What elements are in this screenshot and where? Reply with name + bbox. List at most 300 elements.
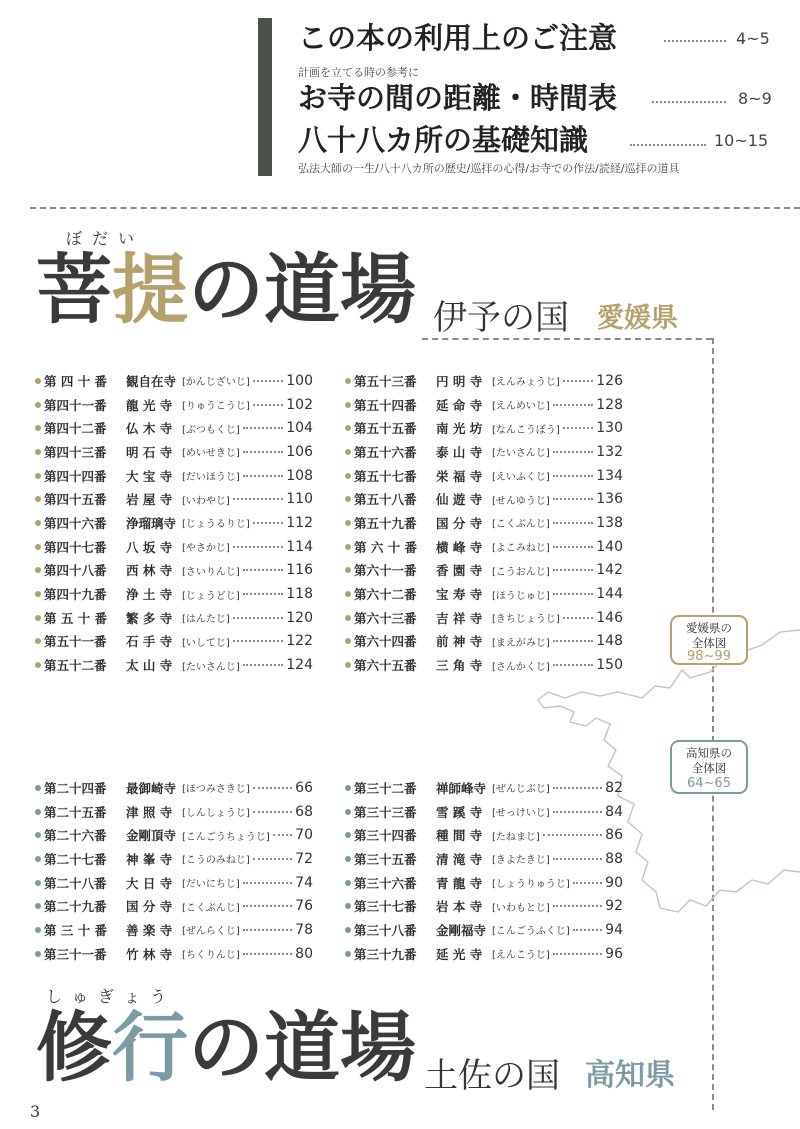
leader-dots — [243, 953, 292, 955]
bullet-icon — [35, 638, 41, 644]
bullet-icon — [345, 927, 351, 933]
temple-entry[interactable] — [345, 369, 623, 393]
temple-reading: [かんじざいじ] — [182, 377, 250, 389]
temple-name: 青 龍 寺 — [436, 875, 483, 891]
temple-number: 第三十五番 — [354, 851, 417, 867]
leader-dots — [273, 834, 292, 836]
temple-page: 78 — [295, 921, 313, 938]
temple-number: 第四十二番 — [44, 421, 107, 437]
leader-dots — [553, 546, 593, 548]
temple-page: 96 — [605, 945, 623, 962]
temple-name: 浄瑠璃寺 — [126, 515, 177, 531]
temple-entry[interactable] — [345, 582, 623, 606]
temple-entry[interactable] — [35, 511, 313, 535]
temple-reading: [こくぶんじ] — [182, 902, 240, 914]
temple-entry[interactable] — [35, 942, 313, 966]
temple-entry[interactable] — [35, 871, 313, 895]
temple-name: 西 林 寺 — [126, 563, 173, 579]
temple-reading: [たねまじ] — [492, 831, 540, 843]
toc-pages-distance: 8~9 — [738, 89, 772, 108]
temple-reading: [はんたじ] — [182, 614, 230, 626]
temple-entry[interactable] — [345, 487, 623, 511]
temple-reading: [きちじょうじ] — [492, 614, 560, 626]
title-accent-char: 行 — [112, 1003, 188, 1092]
temple-page: 66 — [295, 779, 313, 796]
temple-name: 延 光 寺 — [436, 946, 483, 962]
bullet-icon — [345, 615, 351, 621]
temple-entry[interactable] — [345, 511, 623, 535]
temple-reading: [ぜんじぶじ] — [492, 784, 550, 796]
title-rest: の道場 — [188, 245, 416, 334]
temple-page: 144 — [596, 586, 623, 603]
temple-entry[interactable] — [345, 630, 623, 654]
temple-reading: [ぶつもくじ] — [182, 424, 240, 436]
bullet-icon — [345, 951, 351, 957]
temple-entry[interactable] — [345, 776, 623, 800]
callout-pages: 64~65 — [687, 776, 731, 791]
leader-dots — [553, 593, 593, 595]
temple-number: 第五十二番 — [44, 658, 107, 674]
ehime-map-callout[interactable] — [670, 615, 748, 665]
section-title-bodai — [36, 245, 416, 334]
temple-name: 横 峰 寺 — [436, 539, 483, 555]
temple-number: 第四十六番 — [44, 515, 107, 531]
temple-reading: [なんこうぼう] — [492, 424, 560, 436]
temple-number: 第三十一番 — [44, 946, 107, 962]
province-name-tosa: 土佐の国 — [424, 1056, 560, 1096]
temple-entry[interactable] — [35, 823, 313, 847]
temple-number: 第二十八番 — [44, 875, 107, 891]
temple-page: 122 — [286, 633, 313, 650]
bullet-icon — [35, 544, 41, 550]
temple-name: 種 間 寺 — [436, 828, 483, 844]
temple-list-kochi-right — [345, 776, 623, 966]
temple-number: 第 四 十 番 — [44, 373, 108, 389]
leader-dots — [553, 451, 593, 453]
callout-label: 全体図 — [691, 761, 727, 775]
temple-page: 148 — [596, 633, 623, 650]
temple-number: 第六十二番 — [354, 587, 417, 603]
bullet-icon — [35, 425, 41, 431]
temple-entry[interactable] — [345, 871, 623, 895]
temple-page: 140 — [596, 538, 623, 555]
temple-reading: [せっけいじ] — [492, 808, 550, 820]
bullet-icon — [35, 903, 41, 909]
temple-name: 竹 林 寺 — [126, 946, 173, 962]
toc-leader-dots — [652, 101, 726, 103]
leader-dots — [243, 427, 283, 429]
bullet-icon — [35, 591, 41, 597]
temple-name: 岩 本 寺 — [436, 899, 483, 915]
leader-dots — [573, 929, 602, 931]
temple-entry[interactable] — [35, 535, 313, 559]
temple-reading: [じょうるりじ] — [182, 519, 250, 531]
temple-page: 112 — [286, 514, 313, 531]
temple-name: 岩 屋 寺 — [126, 492, 173, 508]
temple-page: 108 — [286, 467, 313, 484]
temple-name: 繁 多 寺 — [126, 610, 173, 626]
temple-number: 第六十一番 — [354, 563, 417, 579]
leader-dots — [563, 427, 593, 429]
temple-name: 延 命 寺 — [436, 397, 483, 413]
toc-title-distance[interactable]: お寺の間の距離・時間表 — [298, 81, 618, 115]
temple-page: 82 — [605, 779, 623, 796]
temple-name: 雪 蹊 寺 — [436, 804, 483, 820]
temple-list-ehime-right — [345, 369, 623, 677]
temple-name: 南 光 坊 — [436, 421, 483, 437]
bullet-icon — [345, 378, 351, 384]
bullet-icon — [35, 951, 41, 957]
leader-dots — [543, 834, 602, 836]
temple-reading: [まえがみじ] — [492, 637, 550, 649]
title-char: 修 — [36, 1003, 112, 1092]
callout-label: 高知県の — [686, 746, 732, 760]
temple-name: 仙 遊 寺 — [436, 492, 483, 508]
temple-entry[interactable] — [345, 918, 623, 942]
temple-name: 金剛頂寺 — [126, 828, 177, 844]
temple-entry[interactable] — [35, 847, 313, 871]
temple-number: 第五十五番 — [354, 421, 417, 437]
bullet-icon — [345, 832, 351, 838]
temple-reading: [よこみねじ] — [492, 543, 550, 555]
toc-pages-basics: 10~15 — [714, 131, 769, 150]
toc-accent-bar — [258, 18, 272, 176]
temple-reading: [せんゆうじ] — [492, 495, 550, 507]
temple-number: 第六十五番 — [354, 658, 417, 674]
temple-page: 102 — [286, 396, 313, 413]
temple-entry[interactable] — [35, 416, 313, 440]
temple-entry[interactable] — [345, 440, 623, 464]
temple-number: 第二十九番 — [44, 899, 107, 915]
temple-page: 146 — [596, 609, 623, 626]
temple-reading: [さんかくじ] — [492, 661, 550, 673]
temple-number: 第三十二番 — [354, 780, 417, 796]
leader-dots — [253, 858, 292, 860]
temple-reading: [めいせきじ] — [182, 448, 240, 460]
leader-dots — [563, 380, 593, 382]
temple-entry[interactable] — [35, 393, 313, 417]
temple-reading: [ちくりんじ] — [182, 950, 240, 962]
toc-pages-notes: 4~5 — [736, 29, 770, 48]
temple-reading: [たいさんじ] — [492, 448, 550, 460]
temple-number: 第五十六番 — [354, 444, 417, 460]
temple-page: 86 — [605, 827, 623, 844]
title-char: 菩 — [36, 245, 112, 334]
temple-reading: [こうのみねじ] — [182, 855, 250, 867]
temple-name: 最御崎寺 — [126, 780, 177, 796]
temple-page: 72 — [295, 850, 313, 867]
temple-name: 善 楽 寺 — [126, 922, 173, 938]
leader-dots — [243, 664, 283, 666]
temple-name: 国 分 寺 — [436, 515, 483, 531]
bullet-icon — [345, 880, 351, 886]
prefecture-name-kochi: 高知県 — [585, 1058, 675, 1093]
kochi-map-callout[interactable] — [670, 740, 748, 794]
bullet-icon — [35, 473, 41, 479]
bullet-icon — [35, 662, 41, 668]
leader-dots — [553, 640, 593, 642]
temple-entry[interactable] — [345, 416, 623, 440]
bullet-icon — [35, 832, 41, 838]
temple-entry[interactable] — [35, 630, 313, 654]
temple-entry[interactable] — [345, 847, 623, 871]
bullet-icon — [35, 496, 41, 502]
leader-dots — [243, 475, 283, 477]
province-name-iyo: 伊予の国 — [433, 298, 569, 338]
temple-name: 栄 福 寺 — [436, 468, 483, 484]
temple-entry[interactable] — [35, 800, 313, 824]
temple-entry[interactable] — [35, 918, 313, 942]
toc-subtitle-basics: 弘法大師の一生/八十八カ所の歴史/巡拝の心得/お寺での作法/読経/巡拝の道具 — [298, 162, 680, 175]
temple-entry[interactable] — [345, 653, 623, 677]
temple-page: 80 — [295, 945, 313, 962]
temple-number: 第二十六番 — [44, 828, 107, 844]
toc-leader-dots — [630, 144, 706, 146]
leader-dots — [573, 882, 602, 884]
callout-pages: 98~99 — [687, 649, 731, 664]
temple-page: 104 — [286, 420, 313, 437]
leader-dots — [233, 546, 283, 548]
temple-reading: [だいほうじ] — [182, 472, 240, 484]
temple-name: 神 峯 寺 — [126, 851, 173, 867]
prefecture-name-ehime: 愛媛県 — [597, 303, 678, 334]
leader-dots — [253, 404, 283, 406]
temple-entry[interactable] — [35, 582, 313, 606]
temple-number: 第二十四番 — [44, 780, 107, 796]
temple-name: 観自在寺 — [126, 373, 177, 389]
bullet-icon — [345, 449, 351, 455]
temple-name: 香 園 寺 — [436, 563, 483, 579]
temple-reading: [こんごうちょうじ] — [182, 831, 270, 843]
temple-page: 116 — [286, 562, 313, 579]
temple-entry[interactable] — [35, 894, 313, 918]
temple-page: 88 — [605, 850, 623, 867]
section-divider — [30, 207, 800, 209]
temple-name: 前 神 寺 — [436, 634, 483, 650]
bullet-icon — [35, 449, 41, 455]
leader-dots — [553, 569, 593, 571]
temple-entry[interactable] — [35, 559, 313, 583]
bullet-icon — [35, 402, 41, 408]
title-accent-char: 提 — [112, 245, 188, 334]
temple-reading: [やさかじ] — [182, 543, 230, 555]
bullet-icon — [35, 520, 41, 526]
temple-number: 第四十三番 — [44, 444, 107, 460]
leader-dots — [243, 929, 292, 931]
toc-title-basics[interactable]: 八十八カ所の基礎知識 — [298, 123, 589, 157]
leader-dots — [243, 905, 292, 907]
bullet-icon — [35, 615, 41, 621]
temple-entry[interactable] — [345, 823, 623, 847]
temple-number: 第二十五番 — [44, 804, 107, 820]
bullet-icon — [345, 520, 351, 526]
leader-dots — [553, 664, 593, 666]
temple-entry[interactable] — [35, 487, 313, 511]
temple-page: 90 — [605, 874, 623, 891]
callout-label: 愛媛県の — [686, 621, 732, 635]
temple-number: 第二十七番 — [44, 851, 107, 867]
leader-dots — [253, 811, 292, 813]
temple-entry[interactable] — [35, 606, 313, 630]
temple-name: 明 石 寺 — [126, 444, 173, 460]
bullet-icon — [345, 809, 351, 815]
temple-name: 清 滝 寺 — [436, 851, 483, 867]
leader-dots — [553, 858, 602, 860]
temple-reading: [ほつみさきじ] — [182, 784, 250, 796]
temple-entry[interactable] — [35, 776, 313, 800]
temple-reading: [いしてじ] — [182, 637, 230, 649]
temple-name: 禅師峰寺 — [436, 780, 487, 796]
leader-dots — [233, 640, 283, 642]
temple-entry[interactable] — [345, 559, 623, 583]
temple-reading: [しんしょうじ] — [182, 808, 250, 820]
toc-title-notes[interactable]: この本の利用上のご注意 — [298, 21, 618, 55]
temple-page: 118 — [286, 586, 313, 603]
leader-dots — [243, 451, 283, 453]
temple-number: 第五十四番 — [354, 397, 417, 413]
temple-name: 金剛福寺 — [436, 922, 487, 938]
leader-dots — [253, 522, 283, 524]
temple-number: 第六十四番 — [354, 634, 417, 650]
bullet-icon — [345, 544, 351, 550]
bullet-icon — [345, 662, 351, 668]
temple-reading: [えんこうじ] — [492, 950, 550, 962]
temple-name: 石 手 寺 — [126, 634, 173, 650]
temple-page: 124 — [286, 657, 313, 674]
temple-name: 浄 土 寺 — [126, 587, 173, 603]
title-rest: の道場 — [188, 1003, 416, 1092]
temple-page: 136 — [596, 491, 623, 508]
temple-list-ehime-left — [35, 369, 313, 677]
temple-name: 吉 祥 寺 — [436, 610, 483, 626]
leader-dots — [243, 593, 283, 595]
bullet-icon — [345, 591, 351, 597]
temple-name: 三 角 寺 — [436, 658, 483, 674]
bullet-icon — [35, 567, 41, 573]
temple-entry[interactable] — [35, 369, 313, 393]
bullet-icon — [345, 638, 351, 644]
temple-reading: [えんめいじ] — [492, 401, 550, 413]
temple-entry[interactable] — [345, 606, 623, 630]
temple-reading: [きよたきじ] — [492, 855, 550, 867]
leader-dots — [553, 953, 602, 955]
temple-number: 第四十九番 — [44, 587, 107, 603]
bullet-icon — [35, 785, 41, 791]
temple-name: 宝 寿 寺 — [436, 587, 483, 603]
temple-number: 第五十九番 — [354, 515, 417, 531]
temple-number: 第五十三番 — [354, 373, 417, 389]
temple-number: 第四十一番 — [44, 397, 107, 413]
temple-name: 太 山 寺 — [126, 658, 173, 674]
toc-leader-dots — [664, 40, 726, 42]
temple-entry[interactable] — [345, 393, 623, 417]
leader-dots — [233, 617, 283, 619]
bullet-icon — [345, 567, 351, 573]
temple-number: 第四十八番 — [44, 563, 107, 579]
temple-entry[interactable] — [35, 440, 313, 464]
bullet-icon — [35, 856, 41, 862]
temple-reading: [こくぶんじ] — [492, 519, 550, 531]
toc-subtitle-distance: 計画を立てる時の参考に — [298, 66, 419, 79]
bullet-icon — [35, 880, 41, 886]
leader-dots — [253, 787, 292, 789]
bullet-icon — [345, 402, 351, 408]
temple-entry[interactable] — [35, 464, 313, 488]
temple-page: 120 — [286, 609, 313, 626]
leader-dots — [243, 882, 292, 884]
temple-entry[interactable] — [345, 894, 623, 918]
temple-number: 第五十八番 — [354, 492, 417, 508]
temple-reading: [えいふくじ] — [492, 472, 550, 484]
temple-list-kochi-left — [35, 776, 313, 966]
temple-page: 134 — [596, 467, 623, 484]
temple-page: 70 — [295, 827, 313, 844]
temple-name: 龍 光 寺 — [126, 397, 173, 413]
temple-reading: [いわもとじ] — [492, 902, 550, 914]
temple-page: 138 — [596, 514, 623, 531]
temple-reading: [さいりんじ] — [182, 566, 240, 578]
temple-name: 津 照 寺 — [126, 804, 173, 820]
temple-entry[interactable] — [345, 942, 623, 966]
temple-entry[interactable] — [345, 800, 623, 824]
temple-reading: [ほうじゅじ] — [492, 590, 550, 602]
temple-name: 大 日 寺 — [126, 875, 173, 891]
temple-reading: [いわやじ] — [182, 495, 230, 507]
temple-entry[interactable] — [35, 653, 313, 677]
temple-page: 132 — [596, 443, 623, 460]
temple-name: 国 分 寺 — [126, 899, 173, 915]
temple-page: 94 — [605, 921, 623, 938]
bullet-icon — [345, 903, 351, 909]
temple-number: 第 五 十 番 — [44, 610, 108, 626]
temple-number: 第三十三番 — [354, 804, 417, 820]
temple-reading: [ぜんらくじ] — [182, 926, 240, 938]
temple-reading: [こんごうふくじ] — [492, 926, 570, 938]
temple-number: 第五十一番 — [44, 634, 107, 650]
leader-dots — [553, 787, 602, 789]
temple-page: 114 — [286, 538, 313, 555]
temple-page: 68 — [295, 803, 313, 820]
temple-number: 第三十六番 — [354, 875, 417, 891]
callout-label: 全体図 — [691, 636, 727, 650]
temple-reading: [りゅうこうじ] — [182, 401, 250, 413]
bullet-icon — [345, 785, 351, 791]
temple-page: 130 — [596, 420, 623, 437]
temple-number: 第三十九番 — [354, 946, 417, 962]
leader-dots — [553, 404, 593, 406]
temple-name: 円 明 寺 — [436, 373, 483, 389]
temple-page: 110 — [286, 491, 313, 508]
temple-number: 第四十五番 — [44, 492, 107, 508]
temple-entry[interactable] — [345, 535, 623, 559]
temple-number: 第三十四番 — [354, 828, 417, 844]
leader-dots — [553, 905, 602, 907]
temple-number: 第六十三番 — [354, 610, 417, 626]
temple-page: 84 — [605, 803, 623, 820]
temple-name: 大 宝 寺 — [126, 468, 173, 484]
temple-reading: [たいさんじ] — [182, 661, 240, 673]
temple-page: 100 — [286, 372, 313, 389]
bullet-icon — [345, 473, 351, 479]
bullet-icon — [345, 496, 351, 502]
temple-entry[interactable] — [345, 464, 623, 488]
temple-number: 第三十八番 — [354, 922, 417, 938]
temple-page: 126 — [596, 372, 623, 389]
temple-page: 76 — [295, 898, 313, 915]
temple-name: 仏 木 寺 — [126, 421, 173, 437]
leader-dots — [553, 498, 593, 500]
leader-dots — [243, 569, 283, 571]
